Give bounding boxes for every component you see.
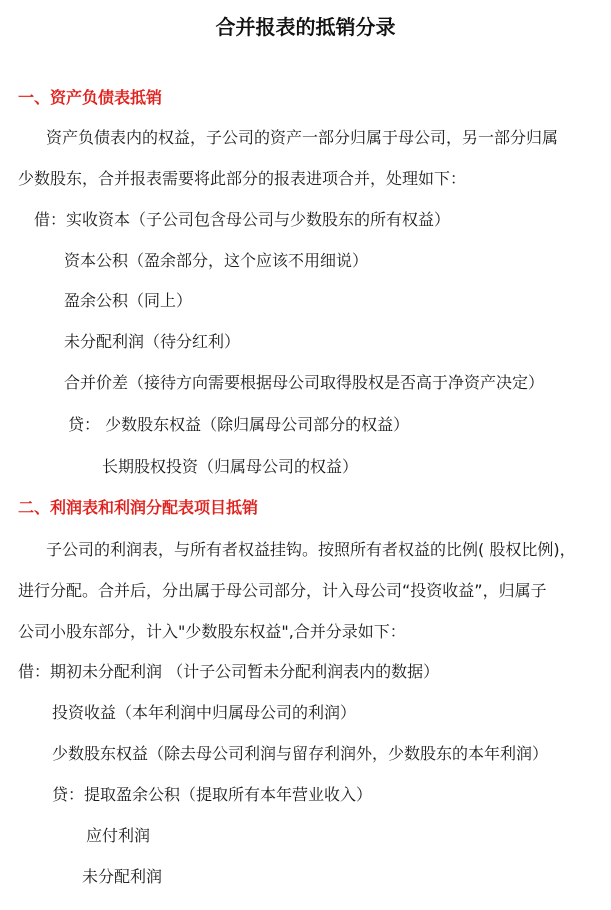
journal-entry-line: 贷：提取盈余公积（提取所有本年营业收入） <box>52 785 373 804</box>
paragraph-line: 少数股东，合并报表需要将此部分的报表进项合并，处理如下： <box>18 169 467 188</box>
page-title: 合并报表的抵销分录 <box>215 15 396 39</box>
journal-entry-line: 合并价差（接待方向需要根据母公司取得股权是否高于净资产决定） <box>64 373 545 392</box>
journal-entry-line: 贷： 少数股东权益（除归属母公司部分的权益） <box>68 415 410 434</box>
paragraph-line: 资产负债表内的权益，子公司的资产一部分归属于母公司，另一部分归属 <box>46 128 559 147</box>
journal-entry-line: 借：实收资本（子公司包含母公司与少数股东的所有权益） <box>34 210 451 229</box>
journal-entry-line: 盈余公积（同上） <box>64 291 193 310</box>
paragraph-line: 公司小股东部分，计入"少数股东权益",合并分录如下： <box>18 622 406 641</box>
journal-entry-line: 未分配利润（待分红利） <box>64 332 241 351</box>
journal-entry-line: 资本公积（盈余部分，这个应该不用细说） <box>64 251 369 270</box>
paragraph-line: 进行分配。合并后，分出属于母公司部分，计入母公司“投资收益”，归属子 <box>18 581 547 600</box>
journal-entry-line: 未分配利润 <box>82 867 163 886</box>
journal-entry-line: 长期股权投资（归属母公司的权益） <box>102 457 359 476</box>
journal-entry-line: 投资收益（本年利润中归属母公司的利润） <box>52 703 357 722</box>
journal-entry-line: 借：期初未分配利润 （计子公司暂未分配利润表内的数据） <box>18 662 440 681</box>
journal-entry-line: 应付利润 <box>86 826 151 845</box>
section-heading-income-statement: 二、利润表和利润分配表项目抵销 <box>18 498 259 517</box>
journal-entry-line: 少数股东权益（除去母公司利润与留存利润外，少数股东的本年利润） <box>52 744 549 763</box>
section-heading-balance-sheet: 一、资产负债表抵销 <box>18 88 163 107</box>
paragraph-line: 子公司的利润表，与所有者权益挂钩。按照所有者权益的比例( 股权比例)， <box>46 540 576 559</box>
